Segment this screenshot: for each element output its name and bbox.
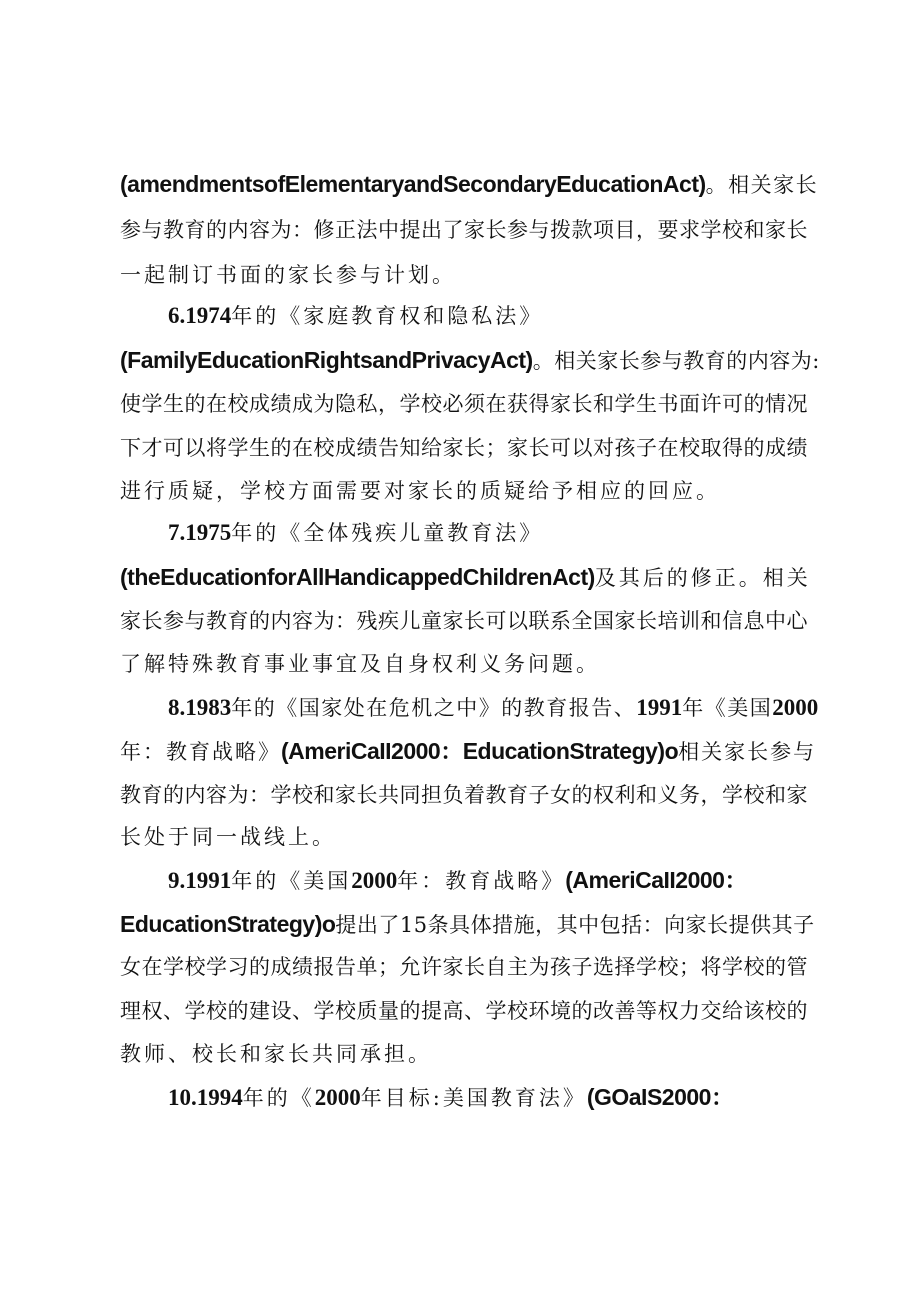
paragraph-line: 使学生的在校成绩成为隐私，学校必须在获得家长和学生书面许可的情况: [120, 392, 808, 416]
paragraph-line: 家长参与教育的内容为：残疾儿童家长可以联系全国家长培训和信息中心: [120, 609, 808, 633]
text-run: 相关家长参与: [678, 740, 817, 764]
paragraph-line: 理权、学校的建设、学校质量的提高、学校环境的改善等权力交给该校的: [120, 999, 808, 1023]
text-run: 提出了15条具体措施，其中包括：向家长提供其子: [335, 913, 815, 937]
paragraph-line: 教师、校长和家长共同承担。: [120, 1042, 432, 1066]
item-number-year: 9.1991: [168, 868, 232, 893]
text-run: 年《美国: [682, 696, 773, 720]
paragraph-line: 下才可以将学生的在校成绩告知给家长；家长可以对孩子在校取得的成绩: [120, 436, 808, 460]
year-number: 1991: [636, 695, 683, 720]
text-run: 年的《: [242, 1086, 315, 1110]
strategy-name-english: (AmeriCaII2000：: [565, 867, 747, 893]
text-run: 年的《国家处在危机之中》的教育报告、: [231, 696, 637, 720]
paragraph-line: [120, 904, 820, 944]
text-run: 年的《美国: [231, 869, 352, 893]
paragraph-line: 女在学校学习的成绩报告单；允许家长自主为孩子选择学校；将学校的管: [120, 955, 808, 979]
strategy-name-english: EducationStrategy)o: [120, 911, 336, 937]
list-item-heading: [168, 860, 820, 900]
paragraph-line: 进行质疑，学校方面需要对家长的质疑给予相应的回应。: [120, 479, 720, 503]
year-number: 2000: [314, 1085, 361, 1110]
paragraph-line: [120, 731, 820, 771]
item-number-year: 6.1974: [168, 303, 232, 328]
text-run: 年：教育战略》: [120, 740, 281, 764]
year-number: 2000: [351, 868, 398, 893]
paragraph-line: [120, 340, 820, 380]
text-run: 。相关家长: [705, 173, 819, 197]
list-item-heading: [168, 688, 820, 728]
text-run: 年：教育战略》: [397, 869, 566, 893]
paragraph-line: 长处于同一战线上。: [120, 825, 336, 849]
item-number-year: 10.1994: [168, 1085, 243, 1110]
act-name-english: (theEducationforAllHandicappedChildrenAct): [120, 564, 595, 590]
paragraph-line: 教育的内容为：学校和家长共同担负着教育子女的权利和义务，学校和家: [120, 783, 808, 807]
act-name-english: (GOaIS2000：: [586, 1084, 734, 1110]
paragraph-line: 一起制订书面的家长参与计划。: [120, 263, 456, 287]
text-run: 年目标:美国教育法》: [360, 1086, 587, 1110]
list-item-heading: [168, 1077, 820, 1117]
text-run: 及其后的修正。相关: [594, 566, 811, 590]
paragraph-line: 参与教育的内容为：修正法中提出了家长参与拨款项目，要求学校和家长: [120, 218, 808, 242]
text-run: 。相关家长参与教育的内容为:: [532, 349, 820, 373]
text-run: 年的《家庭教育权和隐私法》: [231, 304, 544, 328]
text-run: 年的《全体残疾儿童教育法》: [231, 521, 544, 545]
year-number: 2000: [772, 695, 819, 720]
item-number-year: 8.1983: [168, 695, 232, 720]
list-item-heading: [168, 296, 820, 336]
strategy-name-english: (AmeriCaII2000：EducationStrategy)o: [281, 738, 679, 764]
paragraph-line: 了解特殊教育事业事宜及自身权利义务问题。: [120, 652, 600, 676]
item-number-year: 7.1975: [168, 520, 232, 545]
paragraph-line: [120, 557, 820, 597]
act-name-english: (amendmentsofElementaryandSecondaryEducationAct): [120, 171, 706, 197]
list-item-heading: [168, 513, 820, 553]
act-name-english: (FamilyEducationRightsandPrivacyAct): [120, 347, 533, 373]
paragraph-line: [120, 164, 820, 204]
